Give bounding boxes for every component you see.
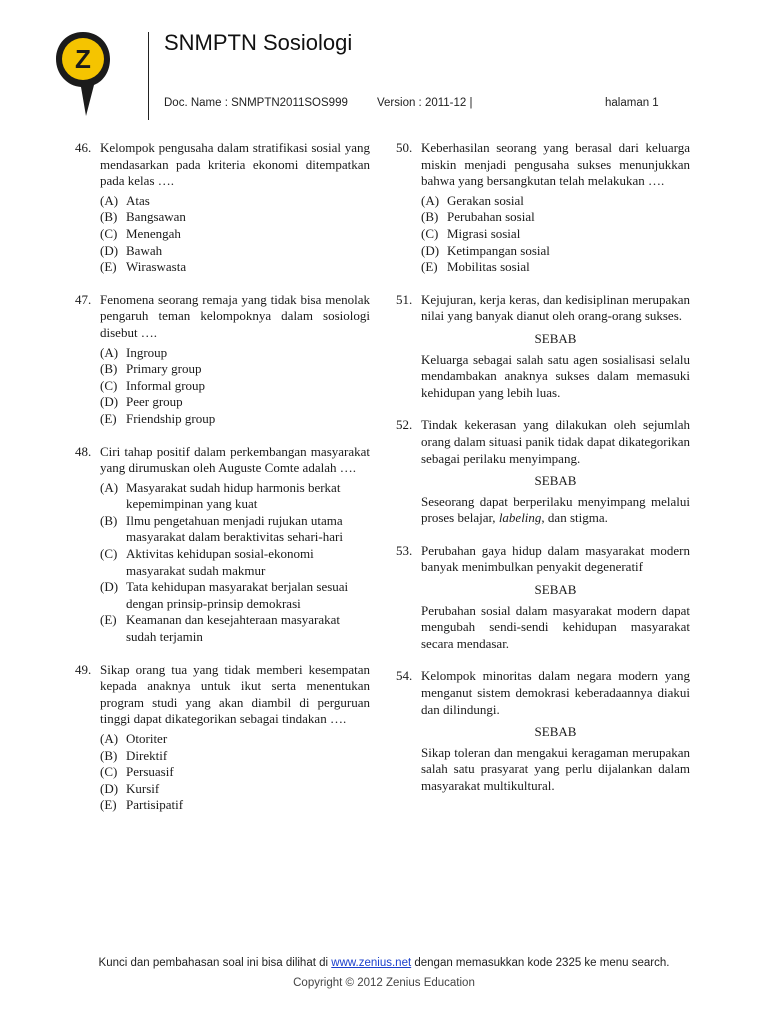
question-number: 46. bbox=[75, 140, 92, 155]
option-text: Migrasi sosial bbox=[447, 225, 521, 241]
option-text: Informal group bbox=[126, 377, 206, 393]
option-text: Ilmu pengetahuan menjadi rujukan utama masyarakat dalam beraktivitas sehari-hari bbox=[126, 512, 343, 545]
option bbox=[100, 546, 370, 579]
option bbox=[100, 243, 370, 260]
option-text: Kursif bbox=[126, 780, 160, 796]
question-number: 49. bbox=[75, 661, 92, 677]
option-text: Masyarakat sudah hidup harmonis berkat kepemimpinan yang kuat bbox=[126, 479, 341, 512]
option-letter: (D) bbox=[100, 780, 119, 796]
reason-text: Seseorang dapat berperilaku menyimpang melalui proses belajar, bbox=[421, 493, 690, 526]
reason-italic-term: labeling bbox=[498, 510, 542, 526]
sebab-label: SEBAB bbox=[534, 582, 577, 598]
option bbox=[100, 612, 370, 645]
option-letter: (E) bbox=[100, 410, 117, 426]
question-stem: Sikap orang tua yang tidak memberi kesempatan kepada anaknya untuk ikut serta menentukan program studi yang akan diambil di perguruan tinggi dapat dikategorikan sebagai tindakan …. bbox=[100, 661, 370, 727]
option-text: Bawah bbox=[126, 242, 163, 258]
option-text: Peer group bbox=[126, 394, 183, 410]
question-48 bbox=[75, 444, 370, 646]
option bbox=[100, 513, 370, 546]
right-column bbox=[396, 140, 690, 811]
option bbox=[100, 480, 370, 513]
option-text: Keamanan dan kesejahteraan masyarakat sudah terjamin bbox=[126, 612, 341, 645]
question-47 bbox=[75, 292, 370, 428]
option bbox=[421, 209, 690, 226]
option-text: Otoriter bbox=[126, 731, 168, 746]
option-letter: (A) bbox=[100, 479, 119, 495]
footer-text: dengan memasukkan kode 2325 ke menu search. bbox=[411, 957, 670, 969]
option bbox=[100, 797, 370, 814]
question-46 bbox=[75, 140, 370, 276]
doc-name: Doc. Name : SNMPTN2011SOS999 bbox=[164, 97, 348, 109]
option bbox=[421, 193, 690, 210]
option-text: Aktivitas kehidupan sosial-ekonomi masyarakat sudah makmur bbox=[126, 546, 314, 578]
option bbox=[421, 259, 690, 276]
option-text: Bangsawan bbox=[126, 209, 186, 225]
option-text: Menengah bbox=[126, 225, 181, 241]
option-letter: (C) bbox=[100, 546, 118, 562]
question-stem: Ciri tahap positif dalam perkembangan masyarakat yang dirumuskan oleh Auguste Comte adalah …. bbox=[100, 443, 370, 476]
question-number: 54. bbox=[396, 668, 413, 684]
option-letter: (E) bbox=[100, 797, 117, 813]
question-stem: Keberhasilan seorang yang berasal dari keluarga miskin menjadi pengusaha sukses menunjukkan bahwa yang bersangkutan telah melakukan …. bbox=[421, 140, 690, 189]
option-letter: (B) bbox=[421, 209, 439, 225]
logo-letter: Z bbox=[75, 44, 91, 74]
question-49 bbox=[75, 662, 370, 814]
question-statement: Kelompok minoritas dalam negara modern yang menganut sistem demokrasi keberadaannya diakui dan dilindungi. bbox=[421, 668, 690, 717]
option-text: Persuasif bbox=[126, 764, 174, 780]
option-letter: (E) bbox=[100, 612, 117, 628]
option-text: Direktif bbox=[126, 747, 168, 763]
question-number: 50. bbox=[396, 140, 413, 155]
option-text: Ketimpangan sosial bbox=[447, 242, 550, 258]
question-stem: Fenomena seorang remaja yang tidak bisa menolak pengaruh teman kelompoknya dalam sosiologi disebut …. bbox=[100, 291, 370, 340]
option bbox=[100, 394, 370, 411]
option-text: Partisipatif bbox=[126, 797, 184, 813]
question-51 bbox=[396, 292, 690, 402]
option-text: Ingroup bbox=[126, 344, 168, 360]
option-letter: (B) bbox=[100, 747, 118, 763]
option-letter: (A) bbox=[100, 192, 119, 208]
question-reason bbox=[421, 494, 690, 527]
question-54 bbox=[396, 668, 690, 794]
question-statement: Kejujuran, kerja keras, dan kedisiplinan merupakan nilai yang banyak dianut oleh orang-orang sukses. bbox=[421, 291, 690, 324]
question-reason: Keluarga sebagai salah satu agen sosialisasi selalu mendambakan anaknya sukses dalam memasuki kehidupan yang lebih luas. bbox=[421, 351, 690, 400]
option-letter: (C) bbox=[421, 225, 439, 241]
option bbox=[100, 209, 370, 226]
question-statement: Perubahan gaya hidup dalam masyarakat modern banyak menimbulkan penyakit degeneratif bbox=[421, 542, 690, 575]
option bbox=[100, 781, 370, 798]
option-letter: (B) bbox=[100, 361, 118, 377]
option bbox=[100, 748, 370, 765]
option-letter: (C) bbox=[100, 225, 118, 241]
option-letter: (D) bbox=[100, 579, 119, 595]
option bbox=[100, 361, 370, 378]
question-53 bbox=[396, 543, 690, 653]
option-letter: (C) bbox=[100, 764, 118, 780]
option-letter: (A) bbox=[100, 731, 119, 746]
option bbox=[100, 378, 370, 395]
option-letter: (C) bbox=[100, 377, 118, 393]
question-50 bbox=[396, 140, 690, 276]
option-text: Atas bbox=[126, 192, 150, 208]
sebab-label: SEBAB bbox=[534, 330, 577, 346]
footer-note bbox=[0, 957, 768, 969]
zenius-logo bbox=[54, 30, 112, 120]
sebab-label: SEBAB bbox=[534, 724, 577, 740]
option-text: Gerakan sosial bbox=[447, 192, 524, 208]
option bbox=[100, 193, 370, 210]
doc-version: Version : 2011-12 | bbox=[377, 97, 473, 109]
option-letter: (B) bbox=[100, 512, 118, 528]
page-number: halaman 1 bbox=[605, 97, 659, 109]
option bbox=[421, 243, 690, 260]
option bbox=[100, 411, 370, 428]
footer-text: Kunci dan pembahasan soal ini bisa dilihat di bbox=[98, 957, 332, 969]
zenius-link[interactable]: www.zenius.net bbox=[331, 957, 412, 969]
question-statement: Tindak kekerasan yang dilakukan oleh sejumlah orang dalam situasi panik tidak dapat dikategorikan sebagai perilaku menyimpang. bbox=[421, 417, 690, 466]
question-number: 52. bbox=[396, 417, 413, 433]
question-52 bbox=[396, 417, 690, 527]
question-number: 53. bbox=[396, 542, 413, 558]
option-text: Tata kehidupan masyarakat berjalan sesuai dengan prinsip-prinsip demokrasi bbox=[126, 579, 349, 611]
option-letter: (E) bbox=[421, 259, 438, 275]
question-number: 51. bbox=[396, 291, 413, 307]
option bbox=[100, 226, 370, 243]
option-letter: (D) bbox=[421, 242, 440, 258]
question-reason: Sikap toleran dan mengakui keragaman merupakan salah satu prasyarat yang perlu dijalankan dalam masyarakat multikultural. bbox=[421, 744, 690, 793]
option bbox=[100, 579, 370, 612]
header-divider bbox=[148, 32, 149, 120]
question-number: 48. bbox=[75, 443, 92, 459]
option-text: Perubahan sosial bbox=[447, 209, 535, 225]
option-text: Primary group bbox=[126, 361, 202, 377]
left-column bbox=[75, 140, 370, 830]
option-text: Wiraswasta bbox=[126, 259, 187, 275]
option-text: Mobilitas sosial bbox=[447, 259, 530, 275]
question-stem: Kelompok pengusaha dalam stratifikasi sosial yang mendasarkan pada kriteria ekonomi ditempatkan pada kelas …. bbox=[100, 140, 370, 189]
option-letter: (D) bbox=[100, 242, 119, 258]
option bbox=[100, 345, 370, 362]
option bbox=[421, 226, 690, 243]
question-reason: Perubahan sosial dalam masyarakat modern dapat mengubah sendi-sendi kehidupan masyarakat secara mendasar. bbox=[421, 602, 690, 651]
question-number: 47. bbox=[75, 291, 92, 307]
option bbox=[100, 259, 370, 276]
option-text: Friendship group bbox=[126, 410, 216, 426]
page-title: SNMPTN Sosiologi bbox=[164, 30, 353, 55]
sebab-label: SEBAB bbox=[534, 473, 577, 489]
option-letter: (A) bbox=[421, 192, 440, 208]
option bbox=[100, 731, 370, 748]
copyright: Copyright © 2012 Zenius Education bbox=[293, 977, 475, 989]
option-letter: (A) bbox=[100, 344, 119, 360]
option bbox=[100, 764, 370, 781]
option-letter: (B) bbox=[100, 209, 118, 225]
option-letter: (D) bbox=[100, 394, 119, 410]
option-letter: (E) bbox=[100, 259, 117, 275]
reason-text: , dan stigma. bbox=[541, 510, 608, 526]
